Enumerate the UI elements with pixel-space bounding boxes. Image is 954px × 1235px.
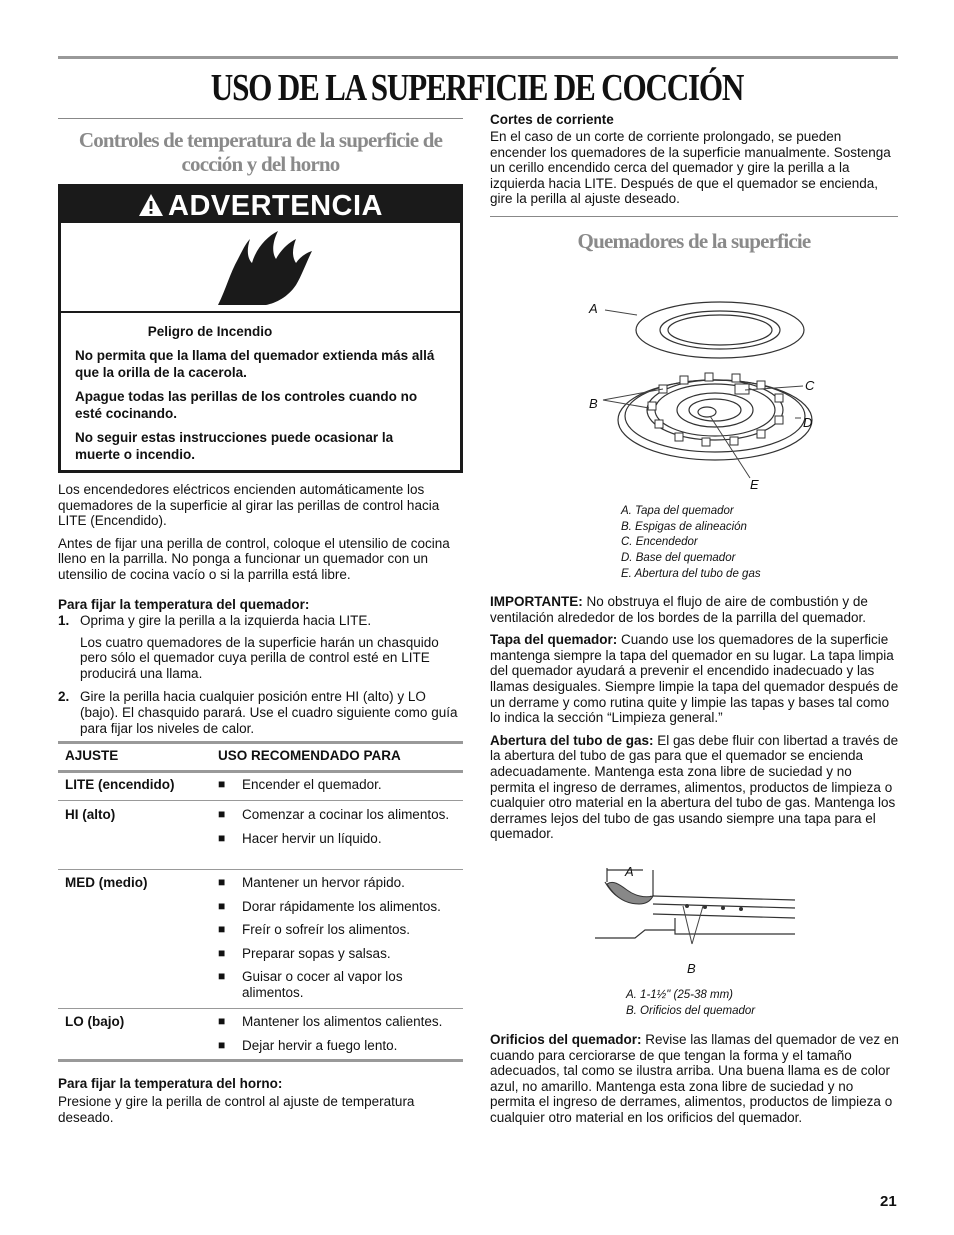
warning-triangle-icon <box>138 193 164 217</box>
top-rule <box>58 56 898 59</box>
list-item: ■ Encender el quemador. <box>218 777 458 793</box>
table-cell-uses <box>218 777 458 801</box>
caption-line: A. Tapa del quemador <box>621 505 734 517</box>
list-item: ■ Dorar rápidamente los alimentos. <box>218 899 458 915</box>
section-heading-burners: Quemadores de la superficie <box>577 229 811 253</box>
table-row-rule <box>58 800 463 801</box>
table-row-rule <box>58 869 463 870</box>
list-item: ■ Mantener un hervor rápido. <box>218 875 458 891</box>
important-paragraph: IMPORTANTE: No obstruya el flujo de aire de combustión y de ventilación alrededor de los bordes de la parrilla del quemador. <box>490 594 868 625</box>
table-cell-uses <box>218 875 458 1009</box>
table-cell-uses <box>218 807 458 854</box>
list-item: ■ Comenzar a cocinar los alimentos. <box>218 807 458 823</box>
table-cell-setting: MED (medio) <box>65 875 148 890</box>
power-heading: Cortes de corriente <box>490 112 614 127</box>
table-cell-uses <box>218 1014 458 1061</box>
list-item: ■ Hacer hervir un líquido. <box>218 831 458 847</box>
oven-text: Presione y gire la perilla de control al ajuste de temperatura deseado. <box>58 1094 415 1125</box>
fig1-caption <box>621 504 761 583</box>
fig2-label-a: A <box>625 864 634 879</box>
table-row-rule <box>58 1008 463 1009</box>
section-heading-controls: Controles de temperatura de la superficie de cocción y del horno <box>78 128 443 176</box>
table-cell-setting: HI (alto) <box>65 807 116 822</box>
list-item: ■ Freír o sofreír los alimentos. <box>218 922 458 938</box>
tube-paragraph: Abertura del tubo de gas: El gas debe fluir con libertad a través de la abertura del tubo de gas para que el quemador se encienda adecuadamente. Mantenga esta zona libre de suciedad y no permita el ingreso de derrames, alimentos, productos de limpieza o cualquier otro material en la abertura del tubo de gas. Mantenga los derrames lejos del tubo de gas usando siempre una tapa para el quemador. <box>490 732 899 842</box>
orifice-paragraph: Orificios del quemador: Revise las llamas del quemador de vez en cuando para cerciorarse de que tengan la forma y el tamaño adecuados, tal como se ilustra arriba. Una buena llama es de color azul, no amarillo. Mantenga esta zona libre de suciedad y no permita el ingreso de derrames, alimentos, productos de limpieza o cualquier otro material en los orificios del quemador. <box>490 1032 899 1125</box>
fig1-label-d: D <box>803 415 813 430</box>
step-text: Oprima y gire la perilla a la izquierda hacia LITE. <box>80 613 372 628</box>
warning-header <box>61 187 460 223</box>
table-cell-setting: LO (bajo) <box>65 1014 125 1029</box>
fig1-label-b: B <box>589 396 598 411</box>
list-item: ■ Guisar o cocer al vapor los alimentos. <box>218 969 458 1000</box>
intro-text <box>58 482 463 590</box>
fig2-caption <box>626 988 755 1019</box>
paragraph: Los encendedores eléctricos encienden automáticamente los quemadores de la superficie al girar las perillas de control hacia LITE (Encendido). <box>58 482 440 529</box>
list-item: ■ Preparar sopas y salsas. <box>218 946 458 962</box>
warning-title: Peligro de Incendio <box>147 324 273 339</box>
page-title: USO DE LA SUPERFICIE DE COCCIÓN <box>210 67 744 109</box>
steps <box>58 613 463 736</box>
caption-line: B. Espigas de alineación <box>621 520 747 533</box>
table-header-rule <box>58 770 463 773</box>
warning-box <box>58 184 463 473</box>
burner-heading: Para fijar la temperatura del quemador: <box>58 597 310 612</box>
page-number: 21 <box>880 1193 897 1210</box>
step-number: 1. <box>58 613 70 628</box>
step-1 <box>58 613 463 629</box>
table-cell-setting: LITE (encendido) <box>65 777 175 792</box>
fig1-label-e: E <box>750 477 759 492</box>
warning-image-area <box>61 223 460 313</box>
warning-line: Apague todas las perillas de los controles cuando no esté cocinando. <box>75 389 418 421</box>
section-rule <box>490 216 898 217</box>
caption-line: C. Encendedor <box>621 536 698 549</box>
fig2-label-b: B <box>687 961 696 976</box>
caption-line: D. Base del quemador <box>621 552 736 565</box>
section-rule <box>58 118 463 119</box>
warning-header-text: ADVERTENCIA <box>168 190 383 222</box>
burner-diagram <box>585 290 825 500</box>
caption-line: B. Orificios del quemador <box>626 1004 756 1017</box>
step-number: 2. <box>58 689 70 705</box>
table-top-rule <box>58 741 463 744</box>
caption-line: E. Abertura del tubo de gas <box>621 567 761 580</box>
step-text: Gire la perilla hacia cualquier posición entre HI (alto) y LO (bajo). El chasquido parará. Use el cuadro siguiente como guía para fijar los niveles de calor. <box>80 689 458 736</box>
paragraph: Antes de fijar una perilla de control, coloque el utensilio de cocina lleno en la parrilla. No ponga a funcionar un quemador con un utensilio de cocina vacío o si la parrilla está libre. <box>58 535 450 582</box>
warning-text <box>75 323 445 470</box>
table-bottom-rule <box>58 1059 463 1062</box>
fig1-label-c: C <box>805 378 815 393</box>
step-1-note: Los cuatro quemadores de la superficie harán un chasquido pero sólo el quemador cuya perilla de control esté en LITE producirá una llama. <box>80 634 439 681</box>
list-item: ■ Dejar hervir a fuego lento. <box>218 1038 458 1054</box>
caption-line: A. 1-1½" (25-38 mm) <box>626 989 733 1001</box>
step-2 <box>58 689 463 736</box>
oven-heading: Para fijar la temperatura del horno: <box>58 1076 283 1091</box>
table-header-setting: AJUSTE <box>65 748 119 763</box>
power-text: En el caso de un corte de corriente prolongado, se pueden encender los quemadores de la superficie manualmente. Sostenga un cerillo encendido cerca del quemador y gire la perilla a la izquierda hacia LITE. Después de que el quemador se encienda, gire la perilla al ajuste deseado. <box>490 129 891 207</box>
warning-line: No seguir estas instrucciones puede ocasionar la muerte o incendio. <box>75 430 394 462</box>
right-body-text <box>490 594 900 849</box>
table-header-use: USO RECOMENDADO PARA <box>218 748 401 763</box>
fire-icon <box>216 229 316 309</box>
list-item: ■ Mantener los alimentos calientes. <box>218 1014 458 1030</box>
warning-line: No permita que la llama del quemador extienda más allá que la orilla de la cacerola. <box>75 348 435 380</box>
cap-paragraph: Tapa del quemador: Cuando use los quemadores de la superficie mantenga siempre la tapa del quemador en su lugar. La tapa limpia del quemador ayudará a prevenir el encendido inadecuado y las llamas desiguales. Siempre limpie la tapa del quemador después de un derrame y como rutina quite y limpie las tapas y bases tal como lo indica la sección “Limpieza general.” <box>490 632 899 726</box>
fig1-label-a: A <box>589 301 598 316</box>
